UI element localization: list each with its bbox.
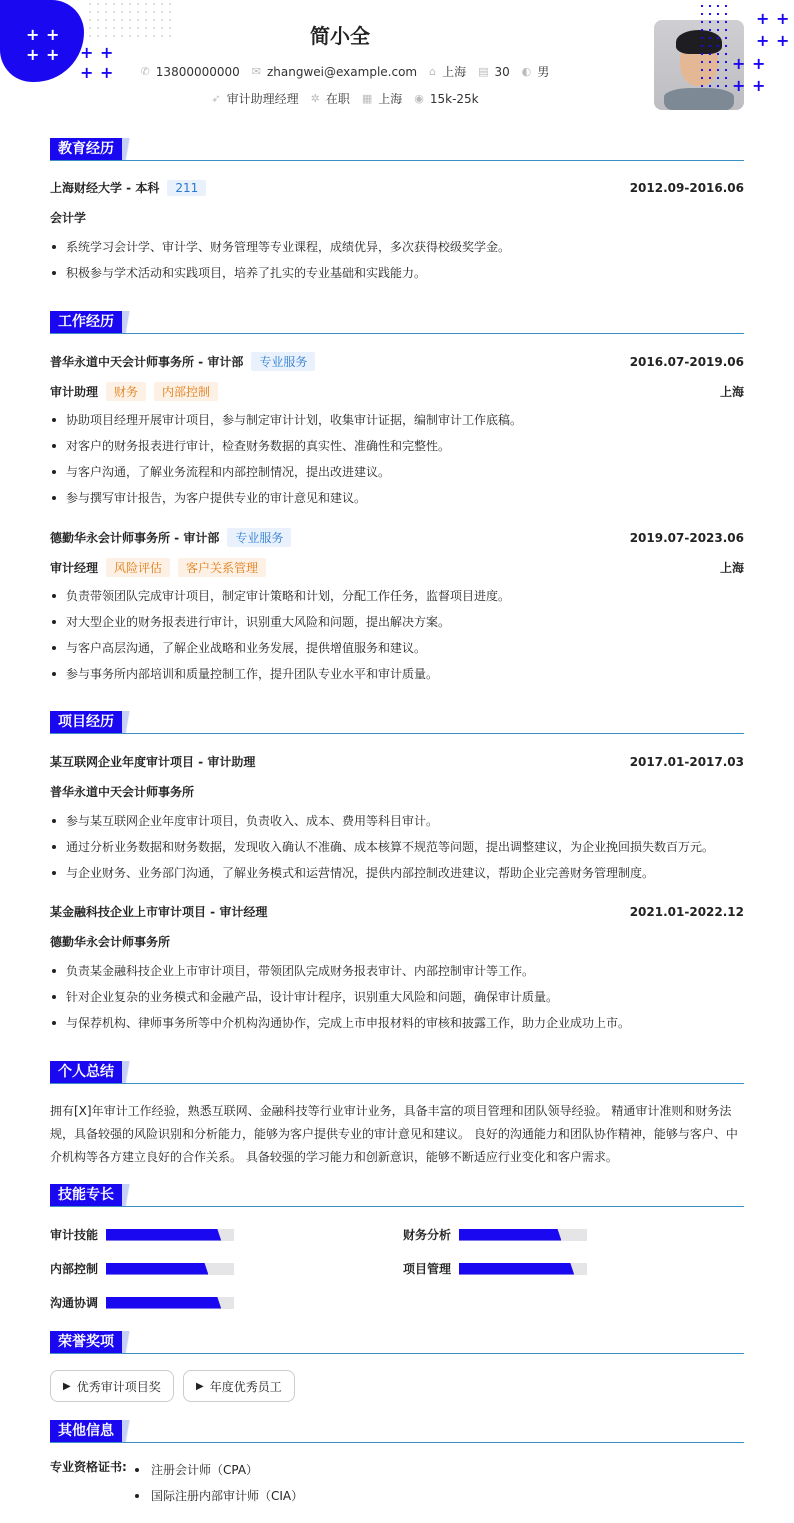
info-text: 上海: [378, 92, 403, 106]
bullet-item: 参与某互联网企业年度审计项目，负责收入、成本、费用等科目审计。: [50, 808, 744, 834]
section-title: 项目经历: [50, 711, 122, 733]
status-icon: ✲: [310, 92, 320, 105]
section-other: [50, 1420, 744, 1443]
bullet-item: 参与撰写审计报告，为客户提供专业的审计意见和建议。: [50, 485, 744, 511]
skill-item: [50, 1260, 234, 1277]
info-text: 男: [537, 65, 550, 79]
phone-icon: ✆: [140, 65, 150, 78]
entry-header: [50, 753, 744, 770]
play-icon: ▶: [63, 1380, 71, 1392]
skill-item: [50, 1294, 234, 1311]
section-awards: [50, 1331, 744, 1354]
play-icon: ▶: [196, 1380, 204, 1392]
other-label: 专业资格证书:: [50, 1460, 127, 1474]
skill-bar-fill: [106, 1263, 208, 1275]
bullet-list: [50, 407, 744, 511]
info-item: [211, 90, 298, 107]
tag: 211: [167, 180, 206, 196]
decor-dots: [698, 2, 732, 92]
project-org: 普华永道中天会计师事务所: [50, 785, 195, 799]
info-text: 30: [494, 64, 510, 79]
section-title: 荣誉奖项: [50, 1331, 122, 1353]
section-title: 工作经历: [50, 311, 122, 333]
major: 会计学: [50, 211, 87, 225]
project-title: 某金融科技企业上市审计项目 - 审计经理: [50, 905, 268, 919]
tag: 财务: [106, 382, 146, 401]
skill-item: [403, 1260, 587, 1277]
skill-bar: [459, 1263, 587, 1275]
entry-right: 上海: [719, 561, 744, 575]
entry-left: [50, 209, 86, 226]
skill-bar: [459, 1229, 587, 1241]
info-item: [429, 63, 466, 80]
bullet-item: 针对企业复杂的业务模式和金融产品，设计审计程序，识别重大风险和问题，确保审计质量。: [50, 984, 744, 1010]
entry-header: [50, 933, 744, 950]
award-name: 优秀审计项目奖: [76, 1379, 161, 1394]
skill-name: 财务分析: [403, 1228, 452, 1242]
info-item: [414, 90, 478, 107]
mail-icon: ✉: [251, 65, 261, 78]
bullet-item: 协助项目经理开展审计项目，参与制定审计计划，收集审计证据，编制审计工作底稿。: [50, 407, 744, 433]
skill-bar-fill: [106, 1297, 221, 1309]
entry-right: 2021.01-2022.12: [629, 904, 744, 919]
skill-item: [50, 1226, 234, 1243]
entry-right: 2019.07-2023.06: [629, 530, 744, 545]
entry-header: [50, 528, 744, 547]
award-name: 年度优秀员工: [209, 1379, 282, 1394]
info-item: [522, 63, 550, 80]
tag: 专业服务: [251, 352, 315, 371]
building-icon: ▦: [361, 92, 373, 105]
send-icon: ➶: [211, 92, 221, 105]
bullet-list: [50, 958, 744, 1036]
entry-left: [50, 382, 218, 401]
bullet-item: 与企业财务、业务部门沟通，了解业务模式和运营情况，提供内部控制改进建议，帮助企业完善财务管理制度。: [50, 860, 744, 886]
skill-name: 项目管理: [403, 1262, 452, 1276]
company-name: 德勤华永会计师事务所 - 审计部: [50, 531, 220, 545]
entry-header: [50, 558, 744, 577]
info-item: [311, 90, 350, 107]
info-text: 13800000000: [155, 64, 240, 79]
salary-icon: ◉: [414, 92, 424, 105]
entry-header: [50, 903, 744, 920]
entry-right: 2016.07-2019.06: [629, 354, 744, 369]
bullet-item: 负责带领团队完成审计项目，制定审计策略和计划，分配工作任务，监督项目进度。: [50, 583, 744, 609]
bullet-item: 与客户沟通，了解业务流程和内部控制情况，提出改进建议。: [50, 459, 744, 485]
info-item: [252, 63, 417, 80]
certificate-item: 国际注册内部审计师（CIA）: [135, 1483, 303, 1509]
summary-text: 拥有[X]年审计工作经验，熟悉互联网、金融科技等行业审计业务，具备丰富的项目管理和团队领导经验。 精通审计准则和财务法规，具备较强的风险识别和分析能力，能够为客户提供专业的审计意见和建议。 良好的沟通能力和团队协作精神，能够与客户、中介机构等各方建立良好的合作关系。 具备较强的学习能力和创新意识，能够不断适应行业变化和客户需求。: [50, 1104, 738, 1164]
entry-left: [50, 558, 266, 577]
bullet-item: 积极参与学术活动和实践项目，培养了扎实的专业基础和实践能力。: [50, 260, 744, 286]
skill-name: 审计技能: [50, 1228, 99, 1242]
bullet-item: 对客户的财务报表进行审计，检查财务数据的真实性、准确性和完整性。: [50, 433, 744, 459]
info-item: [141, 63, 240, 80]
entry-header: [50, 783, 744, 800]
entry-right: 2012.09-2016.06: [629, 180, 744, 195]
section-title: 技能专长: [50, 1184, 122, 1206]
bullet-item: 负责某金融科技企业上市审计项目，带领团队完成财务报表审计、内部控制审计等工作。: [50, 958, 744, 984]
skill-bar: [106, 1229, 234, 1241]
skill-name: 内部控制: [50, 1262, 99, 1276]
age-icon: ▤: [478, 65, 489, 78]
entry-left: [50, 783, 194, 800]
section-project: [50, 711, 744, 734]
bullet-item: 参与事务所内部培训和质量控制工作，提升团队专业水平和审计质量。: [50, 661, 744, 687]
candidate-name: 简小全: [310, 24, 370, 48]
job-intent-info: [0, 90, 690, 107]
award-badge: [183, 1370, 295, 1402]
certificate-item: 注册会计师（CPA）: [135, 1457, 303, 1483]
entry-left: [50, 903, 267, 920]
award-badge: [50, 1370, 174, 1402]
tag: 客户关系管理: [178, 558, 266, 577]
entry-left: [50, 352, 315, 371]
info-item: [478, 63, 510, 80]
section-education: [50, 138, 744, 161]
bullet-list: [50, 583, 744, 687]
tag: 专业服务: [227, 528, 291, 547]
skill-item: [403, 1226, 587, 1243]
entry-header: [50, 209, 744, 226]
entry-header: [50, 179, 744, 196]
bullet-item: 系统学习会计学、审计学、财务管理等专业课程，成绩优异，多次获得校级奖学金。: [50, 234, 744, 260]
entry-left: [50, 528, 291, 547]
entry-header: [50, 352, 744, 371]
entry-right: 上海: [719, 385, 744, 399]
section-title: 其他信息: [50, 1420, 122, 1442]
entry-header: [50, 382, 744, 401]
skill-bar: [106, 1297, 234, 1309]
section-title: 个人总结: [50, 1061, 122, 1083]
certificate-list: [135, 1457, 303, 1509]
info-text: 审计助理经理: [226, 92, 299, 106]
skill-bar-fill: [459, 1263, 574, 1275]
bullet-item: 与客户高层沟通，了解企业战略和业务发展，提供增值服务和建议。: [50, 635, 744, 661]
section-title: 教育经历: [50, 138, 122, 160]
skill-bar-fill: [106, 1229, 221, 1241]
info-text: 在职: [325, 92, 350, 106]
tag: 风险评估: [106, 558, 170, 577]
bullet-item: 与保荐机构、律师事务所等中介机构沟通协作，完成上市申报材料的审核和披露工作，助力企业成功上市。: [50, 1010, 744, 1036]
bullet-list: [50, 808, 744, 886]
entry-left: [50, 179, 206, 196]
skill-name: 沟通协调: [50, 1296, 99, 1310]
bullet-list: [50, 234, 744, 286]
project-org: 德勤华永会计师事务所: [50, 935, 171, 949]
entry-left: [50, 933, 170, 950]
job-role: 审计助理: [50, 385, 99, 399]
skill-bar: [106, 1263, 234, 1275]
job-role: 审计经理: [50, 561, 99, 575]
company-name: 普华永道中天会计师事务所 - 审计部: [50, 355, 244, 369]
entry-right: 2017.01-2017.03: [629, 754, 744, 769]
info-text: zhangwei@example.com: [267, 64, 418, 79]
entry-left: [50, 753, 255, 770]
info-item: [362, 90, 402, 107]
tag: 内部控制: [154, 382, 218, 401]
info-text: 上海: [442, 65, 467, 79]
project-title: 某互联网企业年度审计项目 - 审计助理: [50, 755, 256, 769]
home-icon: ⌂: [429, 65, 437, 78]
contact-info: [0, 63, 690, 80]
section-summary: [50, 1061, 744, 1084]
info-text: 15k-25k: [429, 91, 479, 106]
section-work: [50, 311, 744, 334]
section-skills: [50, 1184, 744, 1207]
bullet-item: 对大型企业的财务报表进行审计，识别重大风险和问题，提出解决方案。: [50, 609, 744, 635]
bullet-item: 通过分析业务数据和财务数据，发现收入确认不准确、成本核算不规范等问题，提出调整建议，为企业挽回损失数百万元。: [50, 834, 744, 860]
skill-bar-fill: [459, 1229, 561, 1241]
school-name: 上海财经大学 - 本科: [50, 181, 160, 195]
gender-icon: ◐: [521, 65, 532, 78]
